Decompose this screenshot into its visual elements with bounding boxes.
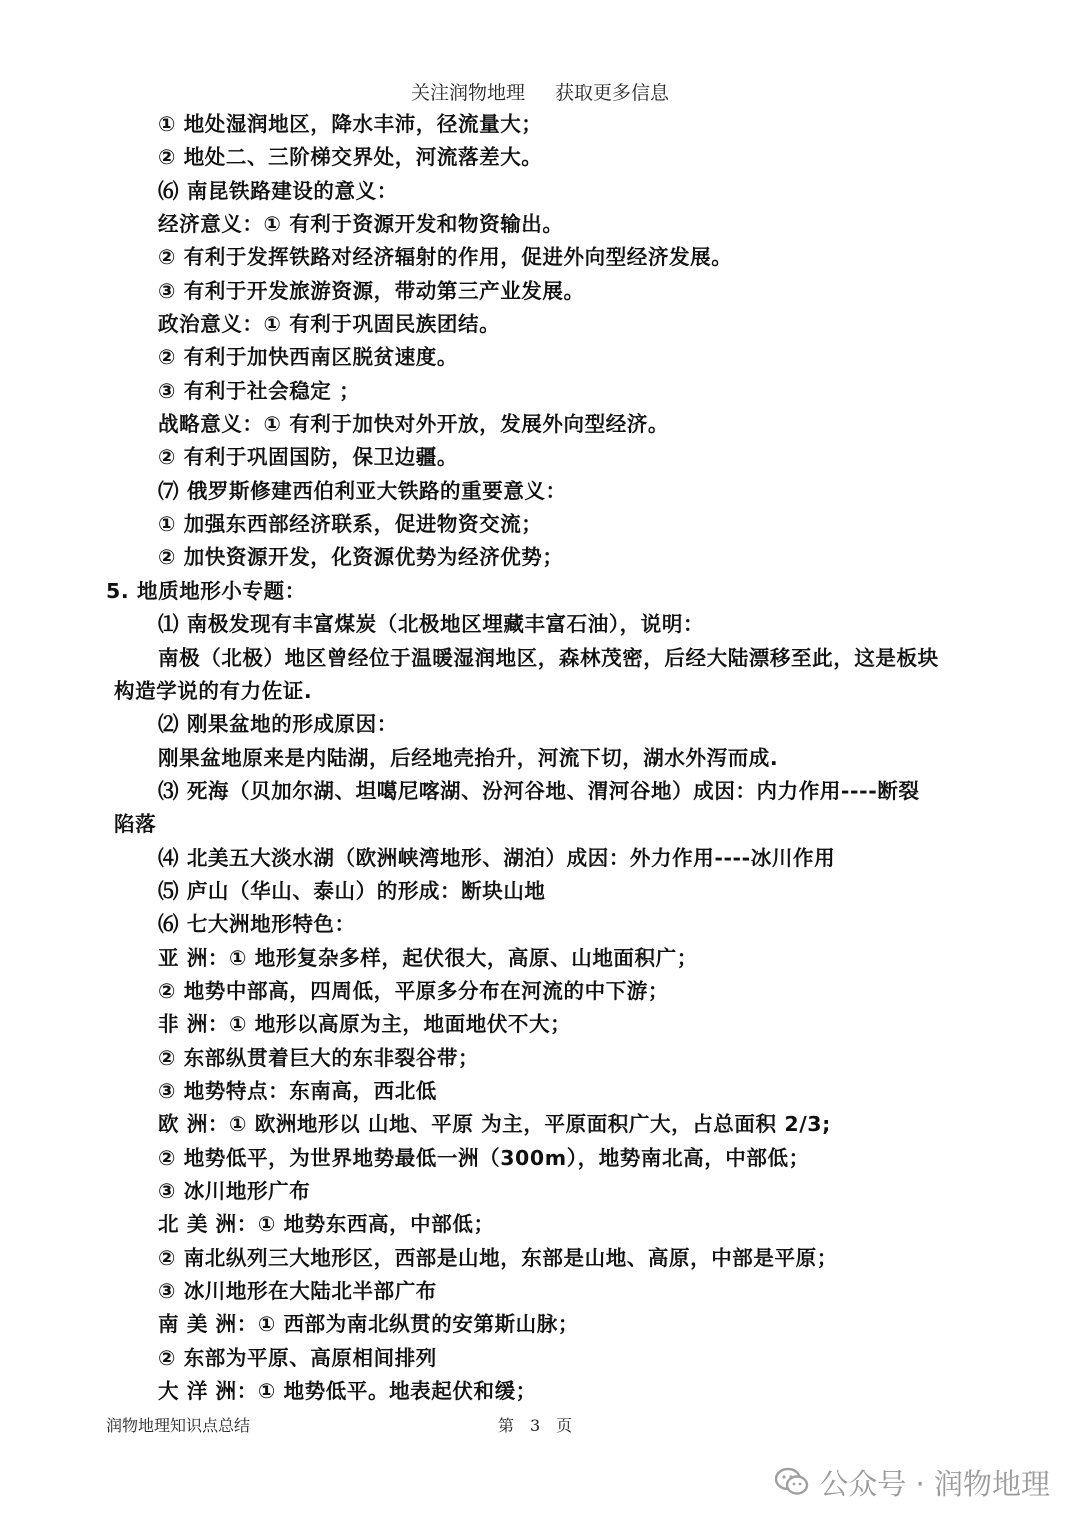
- text-line: 非 洲：① 地形以高原为主，地面地伏不大；: [158, 1012, 572, 1037]
- text-line: 陷落: [114, 812, 157, 837]
- header-right-text: 获取更多信息: [555, 82, 670, 104]
- text-line: ⑺ 俄罗斯修建西伯利亚大铁路的重要意义：: [158, 478, 567, 503]
- text-line: 亚 洲：① 地形复杂多样，起伏很大，高原、山地面积广；: [158, 945, 698, 970]
- text-line: ③ 有利于社会稳定 ；: [158, 378, 361, 403]
- text-line: ⑷ 北美五大淡水湖（欧洲峡湾地形、湖泊）成因：外力作用----冰川作用: [158, 845, 836, 870]
- text-line: ② 地势中部高，四周低，平原多分布在河流的中下游；: [158, 978, 669, 1003]
- watermark: [775, 1462, 1050, 1502]
- text-line: 北 美 洲：① 地势东西高，中部低；: [158, 1212, 495, 1237]
- text-line: 5. 地质地形小专题：: [106, 578, 306, 603]
- text-line: ② 加快资源开发，化资源优势为经济优势；: [158, 545, 564, 570]
- text-line: ⑶ 死海（贝加尔湖、坦噶尼喀湖、汾河谷地、渭河谷地）成因：内力作用----断裂: [158, 778, 920, 803]
- text-line: ⑵ 刚果盆地的形成原因：: [158, 712, 398, 737]
- text-line: ⑴ 南极发现有丰富煤炭（北极地区埋藏丰富石油），说明：: [158, 612, 705, 637]
- text-line: ③ 冰川地形在大陆北半部广布: [158, 1279, 437, 1304]
- text-line: 南极（北极）地区曾经位于温暖湿润地区，森林茂密，后经大陆漂移至此，这是板块: [158, 645, 939, 670]
- text-line: ② 地处二、三阶梯交界处，河流落差大。: [158, 145, 543, 170]
- footer-title: 润物地理知识点总结: [106, 1416, 251, 1435]
- text-line: ③ 冰川地形广布: [158, 1179, 311, 1203]
- text-line: 欧 洲：① 欧洲地形以 山地、平原 为主，平原面积广大，占总面积 2/3;: [158, 1112, 831, 1137]
- text-line: ① 加强东西部经济联系，促进物资交流；: [158, 512, 543, 537]
- text-line: ② 南北纵列三大地形区，西部是山地，东部是山地、高原，中部是平原；: [158, 1245, 838, 1270]
- page-footer: [0, 1413, 1080, 1437]
- header-left-text: 关注润物地理: [410, 82, 525, 104]
- text-line: ③ 有利于开发旅游资源，带动第三产业发展。: [158, 278, 585, 303]
- text-line: 刚果盆地原来是内陆湖，后经地壳抬升，河流下切，湖水外泻而成.: [158, 745, 779, 770]
- text-line: 经济意义：① 有利于资源开发和物资输出。: [158, 212, 564, 237]
- watermark-text: 公众号 · 润物地理: [819, 1466, 1050, 1501]
- text-line: ② 有利于发挥铁路对经济辐射的作用，促进外向型经济发展。: [158, 245, 733, 270]
- text-line: ② 东部纵贯着巨大的东非裂谷带；: [158, 1045, 480, 1070]
- document-body: [0, 108, 1080, 1408]
- text-line: ① 地处湿润地区，降水丰沛，径流量大；: [158, 112, 543, 136]
- text-line: ② 有利于加快西南区脱贫速度。: [158, 345, 458, 370]
- text-line: ③ 地势特点：东南高，西北低: [158, 1078, 437, 1103]
- text-line: 政治意义：① 有利于巩固民族团结。: [158, 312, 501, 337]
- text-line: 大 洋 洲：① 地势低平。地表起伏和缓；: [158, 1379, 537, 1404]
- text-line: ② 有利于巩固国防，保卫边疆。: [158, 445, 458, 470]
- text-line: 战略意义：① 有利于加快对外开放，发展外向型经济。: [158, 412, 669, 437]
- text-line: 南 美 洲：① 西部为南北纵贯的安第斯山脉；: [158, 1312, 579, 1337]
- text-line: ⑹ 七大洲地形特色：: [158, 912, 356, 937]
- text-line: ⑹ 南昆铁路建设的意义：: [158, 178, 398, 203]
- text-line: 构造学说的有力佐证.: [114, 678, 313, 703]
- text-line: ⑸ 庐山（华山、泰山）的形成：断块山地: [158, 878, 546, 903]
- text-line: ② 东部为平原、高原相间排列: [158, 1345, 437, 1370]
- page-header: [0, 78, 1080, 105]
- text-line: ② 地势低平，为世界地势最低一洲（300m），地势南北高，中部低；: [158, 1145, 810, 1170]
- wechat-icon: [775, 1467, 809, 1497]
- page-number: 第 3 页: [498, 1416, 573, 1435]
